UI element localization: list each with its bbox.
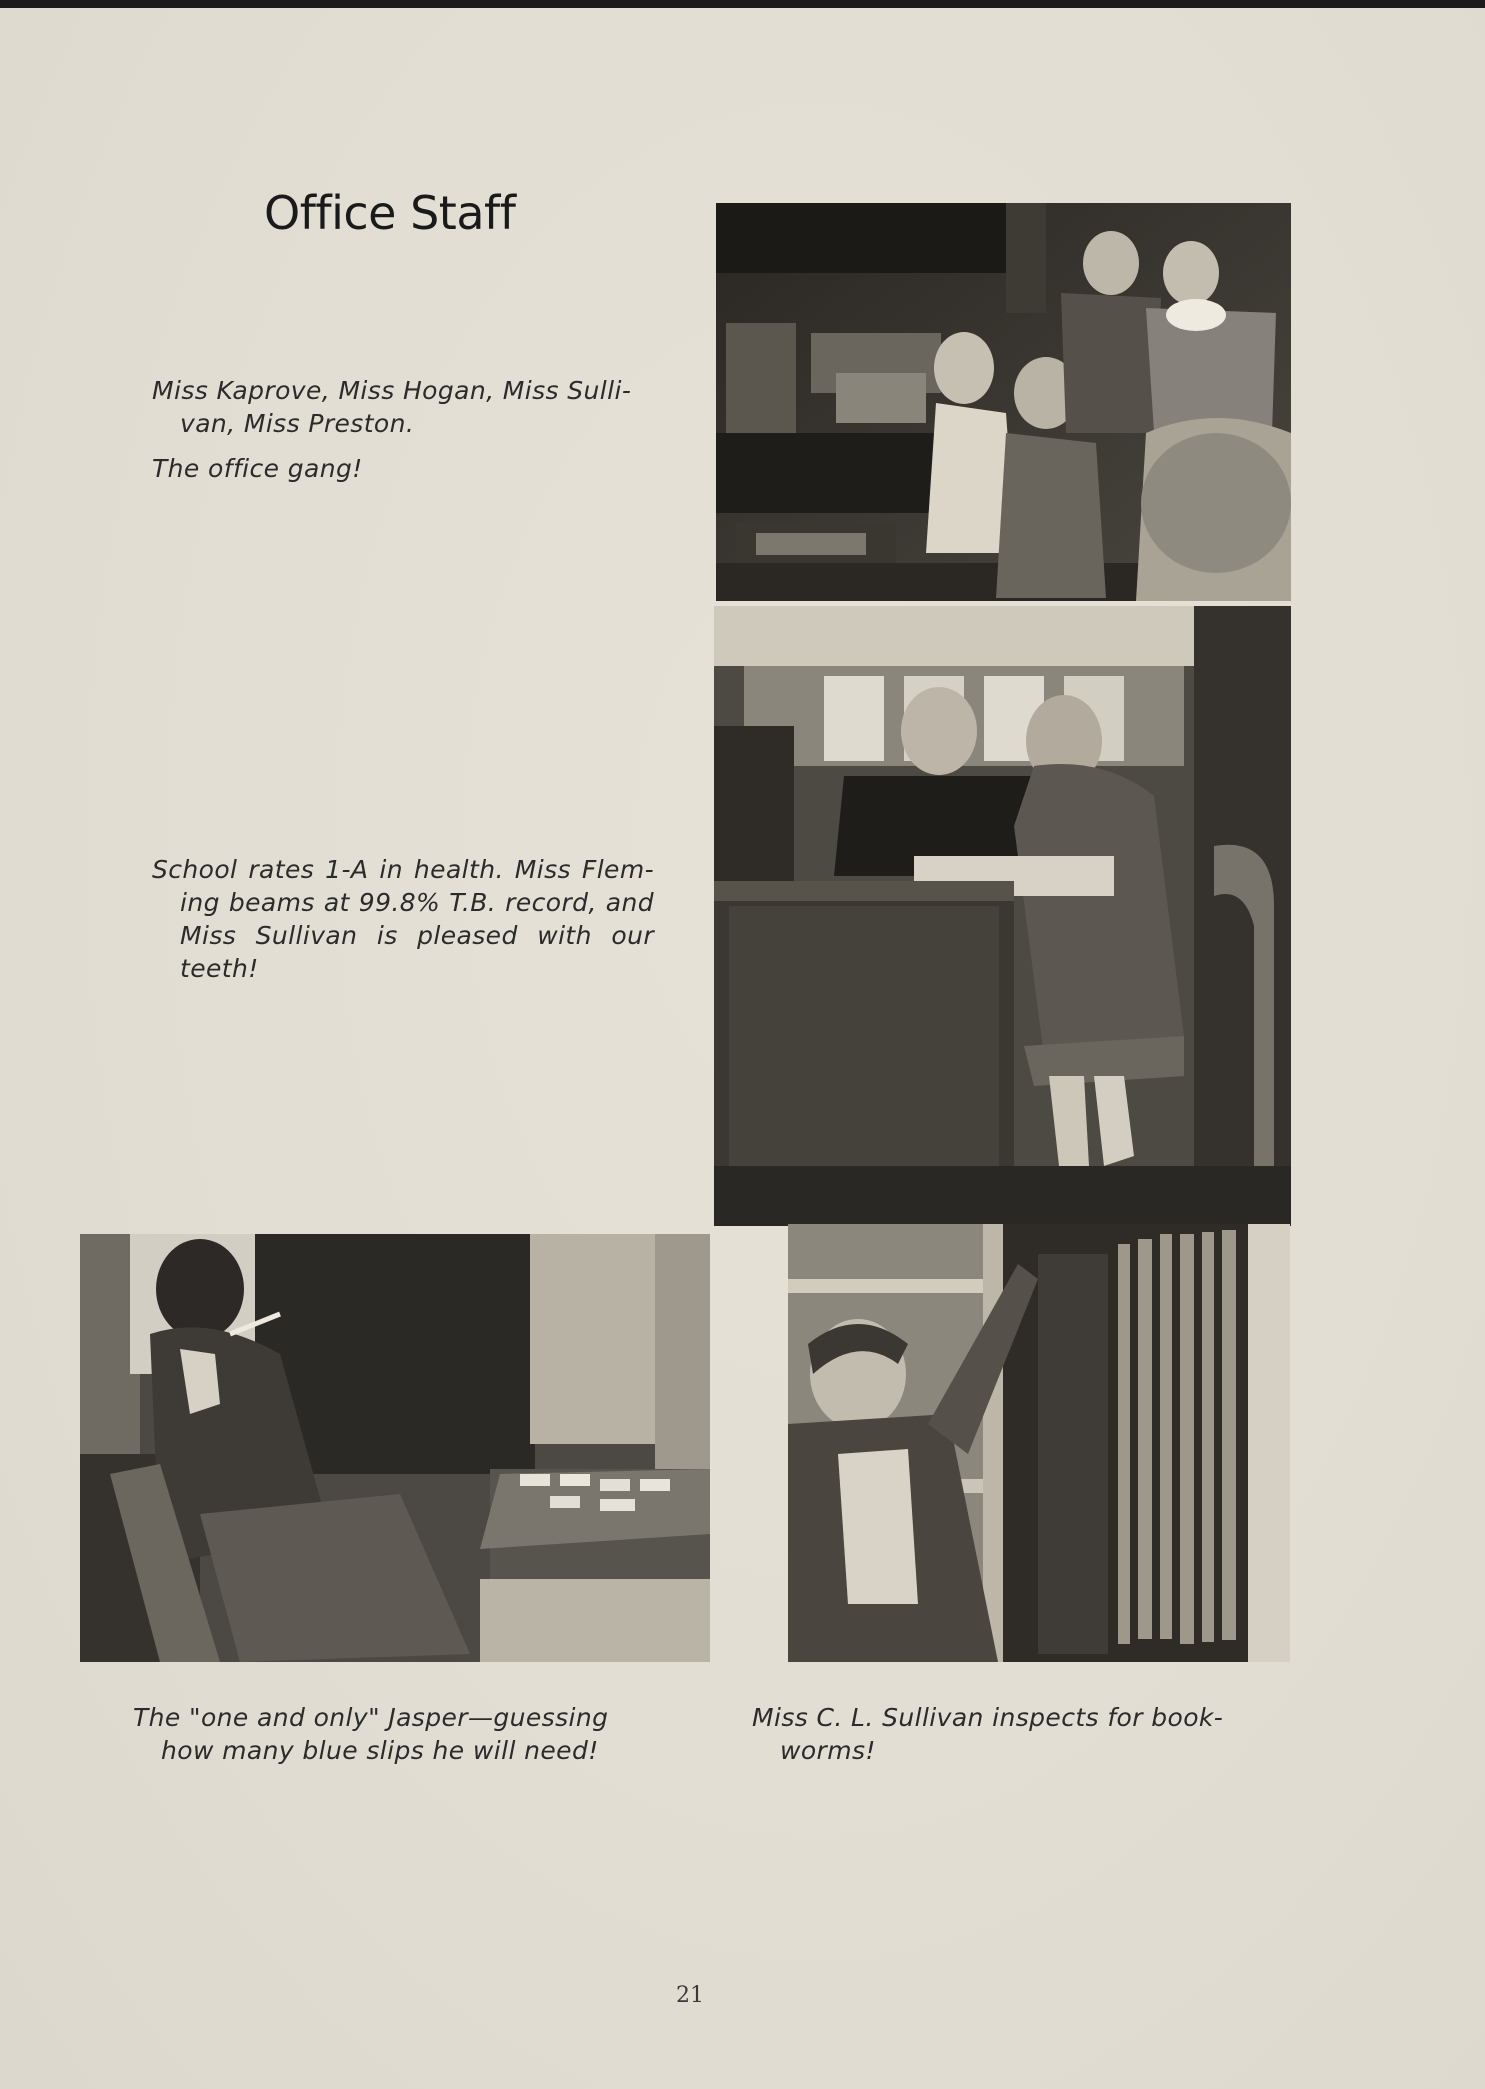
photo-nurse-desk-icon (714, 606, 1291, 1226)
caption-health (152, 853, 654, 985)
photo-jasper-icon (80, 1234, 710, 1662)
page-number: 21 (676, 1983, 704, 2008)
photo-office-gang-icon (716, 203, 1291, 601)
yearbook-page (0, 8, 1485, 2089)
caption-office-tagline: The office gang! (152, 454, 363, 483)
photo-library-shelves-icon (788, 1224, 1290, 1662)
caption-office-staff (152, 374, 662, 485)
caption-jasper-text: The "one and only" Jasper—guessing how many blue slips he will need! (133, 1703, 609, 1765)
caption-library (752, 1701, 1272, 1767)
caption-office-names: Miss Kaprove, Miss Hogan, Miss Sulli-van, Miss Preston. (152, 376, 632, 438)
caption-health-text: School rates 1-A in health. Miss Flem-ing beams at 99.8% T.B. record, and Miss Sullivan is pleased with our teeth! (152, 855, 654, 983)
page-title: Office Staff (264, 186, 516, 240)
caption-jasper (133, 1701, 653, 1767)
caption-library-text: Miss C. L. Sullivan inspects for book-worms! (752, 1703, 1224, 1765)
